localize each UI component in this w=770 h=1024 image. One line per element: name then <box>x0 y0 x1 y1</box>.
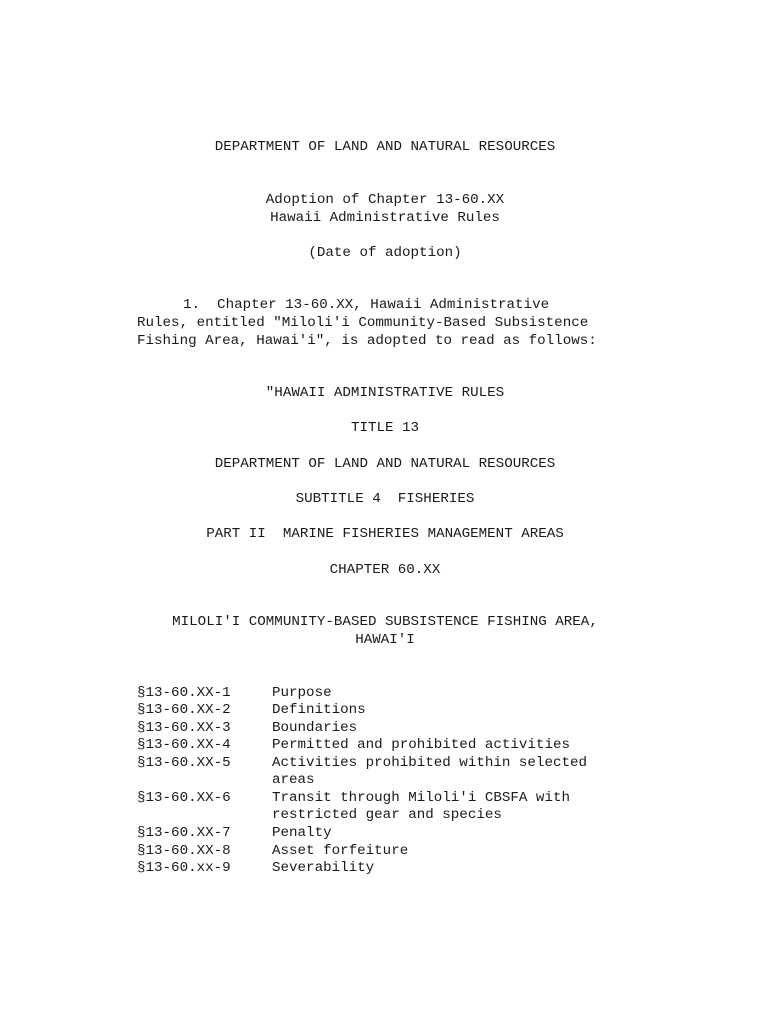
paragraph-line-2: Rules, entitled "Miloli'i Community-Based Subsistence <box>137 315 589 331</box>
chapter-heading: CHAPTER 60.XX <box>329 562 441 578</box>
toc-section-title: Activities prohibited within selected <box>272 755 588 771</box>
toc-section-number: §13-60.XX-2 <box>137 702 231 718</box>
subtitle-heading: SUBTITLE 4 FISHERIES <box>295 491 475 507</box>
paragraph-line-3: Fishing Area, Hawai'i", is adopted to read as follows: <box>137 333 597 349</box>
toc-section-number: §13-60.xx-9 <box>137 860 231 876</box>
toc-section-number: §13-60.XX-4 <box>137 737 231 753</box>
toc-section-title: Transit through Miloli'i CBSFA with <box>272 790 570 806</box>
rules-department: DEPARTMENT OF LAND AND NATURAL RESOURCES <box>214 456 556 472</box>
adoption-date: (Date of adoption) <box>308 245 462 261</box>
toc-section-number: §13-60.XX-3 <box>137 720 231 736</box>
toc-section-title: Boundaries <box>272 720 358 736</box>
toc-section-title: Severability <box>272 860 375 876</box>
toc-section-number: §13-60.XX-5 <box>137 755 231 771</box>
chapter-name-line-2: HAWAI'I <box>355 632 415 648</box>
toc-section-title-continued: areas <box>272 772 315 788</box>
chapter-name-line-1: MILOLI'I COMMUNITY-BASED SUBSISTENCE FISHING AREA, <box>172 614 598 630</box>
part-heading: PART II MARINE FISHERIES MANAGEMENT AREAS <box>206 526 564 542</box>
adoption-title: Adoption of Chapter 13-60.XX <box>265 192 505 208</box>
toc-section-title-continued: restricted gear and species <box>272 807 502 823</box>
paragraph-line-1: 1. Chapter 13-60.XX, Hawaii Administrative <box>183 297 550 313</box>
toc-section-number: §13-60.XX-1 <box>137 685 231 701</box>
toc-section-number: §13-60.XX-6 <box>137 790 231 806</box>
department-heading: DEPARTMENT OF LAND AND NATURAL RESOURCES <box>214 139 556 155</box>
title-number: TITLE 13 <box>350 420 420 436</box>
toc-section-number: §13-60.XX-8 <box>137 843 231 859</box>
toc-section-title: Purpose <box>272 685 332 701</box>
toc-section-number: §13-60.XX-7 <box>137 825 231 841</box>
toc-section-title: Asset forfeiture <box>272 843 409 859</box>
rules-subtitle: Hawaii Administrative Rules <box>270 210 500 226</box>
toc-section-title: Penalty <box>272 825 332 841</box>
toc-section-title: Permitted and prohibited activities <box>272 737 570 753</box>
rules-title: "HAWAII ADMINISTRATIVE RULES <box>265 385 505 401</box>
toc-section-title: Definitions <box>272 702 366 718</box>
